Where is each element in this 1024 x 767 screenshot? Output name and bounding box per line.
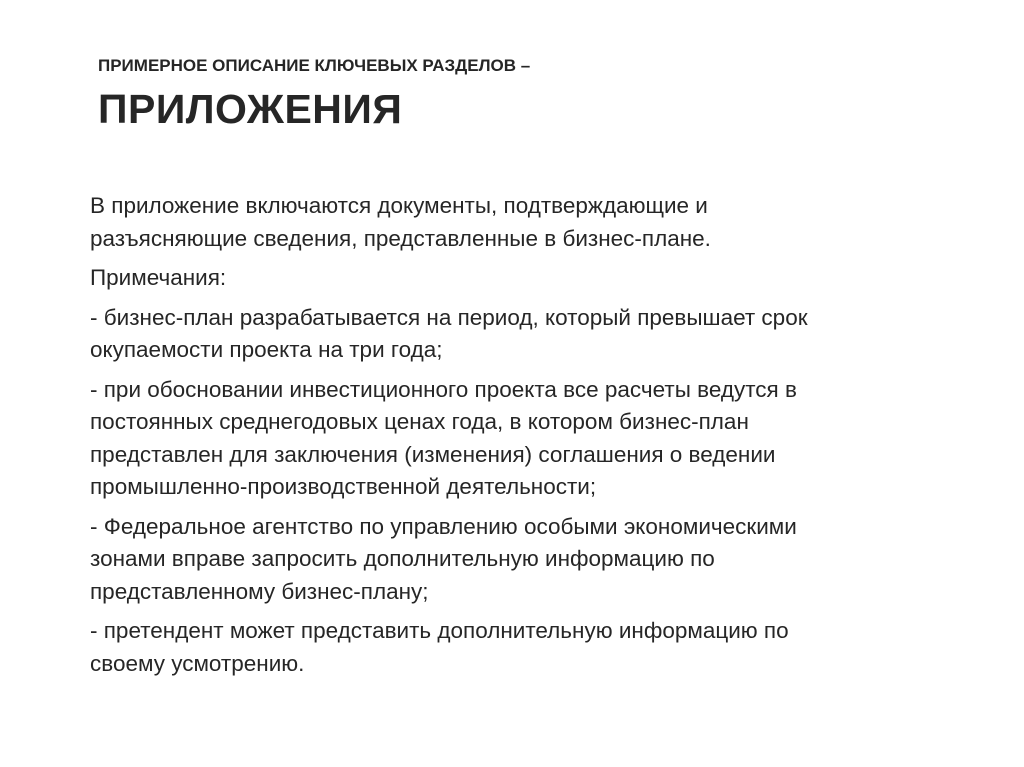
paragraph-line: промышленно-производственной деятельности; [90,474,597,499]
paragraph-line: Примечания: [90,265,227,290]
slide-title-large: ПРИЛОЖЕНИЯ [98,86,403,132]
slide-title-small: ПРИМЕРНОЕ ОПИСАНИЕ КЛЮЧЕВЫХ РАЗДЕЛОВ – [98,56,531,75]
slide-body [90,190,970,687]
body-paragraph [90,190,970,255]
body-paragraph [90,302,970,367]
paragraph-line: разъясняющие сведения, представленные в бизнес-плане. [90,225,711,251]
body-paragraph [90,374,970,504]
body-paragraph [90,262,970,295]
paragraph-line: зонами вправе запросить дополнительную информацию по [90,546,715,571]
body-paragraph [90,615,970,680]
paragraph-line: своему усмотрению. [90,650,305,676]
paragraph-line: - бизнес-план разрабатывается на период, который превышает срок [90,304,808,330]
paragraph-line: - претендент может представить дополнительную информацию по [90,618,789,643]
paragraph-line: - Федеральное агентство по управлению особыми экономическими [90,513,797,539]
paragraph-line: постоянных среднегодовых ценах года, в котором бизнес-план [90,409,749,434]
body-paragraph [90,511,970,609]
paragraph-line: В приложение включаются документы, подтверждающие и [90,193,708,218]
paragraph-line: - при обосновании инвестиционного проекта все расчеты ведутся в [90,376,797,402]
paragraph-line: окупаемости проекта на три года; [90,337,443,362]
paragraph-line: представлен для заключения (изменения) соглашения о ведении [90,441,776,467]
paragraph-line: представленному бизнес-плану; [90,578,429,604]
